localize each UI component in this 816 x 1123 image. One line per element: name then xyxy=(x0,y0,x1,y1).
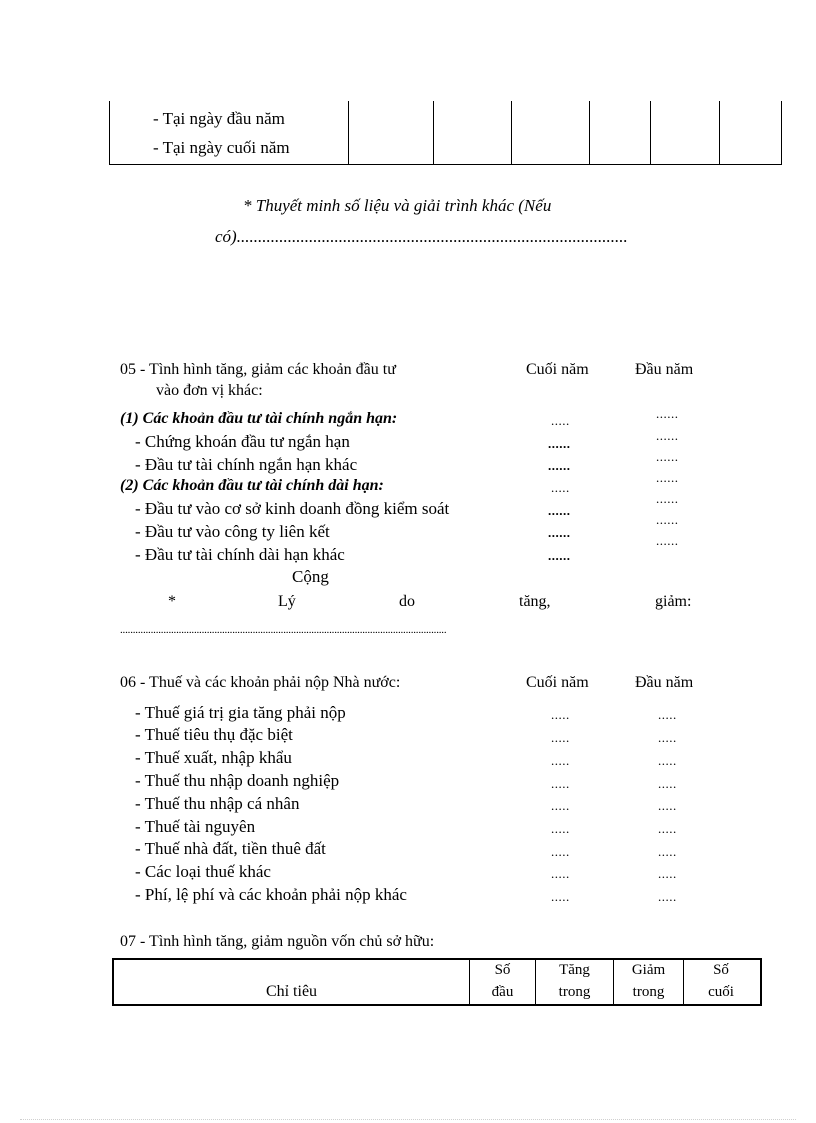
value-dots: ...... xyxy=(656,406,679,421)
section05-group-short-term: (1) Các khoản đầu tư tài chính ngắn hạn: xyxy=(120,410,398,427)
value-dots: ...... xyxy=(656,491,679,506)
value-dots: ...... xyxy=(548,436,571,451)
value-dots: ...... xyxy=(548,458,571,473)
value-dots: ..... xyxy=(658,889,677,904)
section06-col-end: Cuối năm xyxy=(526,674,589,691)
table-divider xyxy=(719,101,720,164)
value-dots: ..... xyxy=(551,776,570,791)
tax-item: - Thuế thu nhập cá nhân xyxy=(135,794,300,813)
section06-title: 06 - Thuế và các khoản phải nộp Nhà nước: xyxy=(120,674,401,691)
header-indicator: Chỉ tiêu xyxy=(265,983,318,1000)
value-dots: ...... xyxy=(548,503,571,518)
value-dots: ..... xyxy=(551,866,570,881)
equity-table xyxy=(112,958,762,1006)
header-closing-l2: cuối xyxy=(708,984,734,1000)
tax-item: - Phí, lệ phí và các khoản phải nộp khác xyxy=(135,885,407,904)
value-dots: ..... xyxy=(658,753,677,768)
value-dots: ..... xyxy=(658,821,677,836)
page-footer-rule xyxy=(20,1119,796,1120)
header-opening-l2: đầu xyxy=(491,984,514,1000)
value-dots: ..... xyxy=(658,707,677,722)
value-dots: ..... xyxy=(551,413,570,428)
value-dots: ..... xyxy=(658,776,677,791)
value-dots: ...... xyxy=(656,533,679,548)
section05-title: 05 - Tình hình tăng, giảm các khoản đầu tư xyxy=(120,361,396,378)
value-dots: ..... xyxy=(551,730,570,745)
value-dots: ..... xyxy=(551,798,570,813)
header-increase-l2: trong xyxy=(558,984,591,1000)
section05-total: Cộng xyxy=(292,567,329,586)
reason-word: Lý xyxy=(278,593,296,610)
header-decrease-l2: trong xyxy=(632,984,665,1000)
note-line-2: có)............................................................................................ xyxy=(215,227,628,246)
value-dots: ...... xyxy=(656,470,679,485)
table-divider xyxy=(511,101,512,164)
section05-col-end: Cuối năm xyxy=(526,361,589,378)
header-increase-l1: Tăng xyxy=(559,962,590,978)
section05-title-cont: vào đơn vị khác: xyxy=(156,382,263,399)
note-line-1: * Thuyết minh số liệu và giải trình khác (Nếu xyxy=(243,196,552,215)
value-dots: ...... xyxy=(656,512,679,527)
value-dots: ..... xyxy=(551,480,570,495)
section07-title: 07 - Tình hình tăng, giảm nguồn vốn chủ sở hữu: xyxy=(120,933,435,950)
value-dots: ..... xyxy=(551,707,570,722)
value-dots: ...... xyxy=(548,548,571,563)
value-dots: ..... xyxy=(658,844,677,859)
section05-item: - Đầu tư vào công ty liên kết xyxy=(135,522,330,541)
value-dots: ..... xyxy=(658,730,677,745)
reason-word: tăng, xyxy=(519,593,551,610)
reason-word: * xyxy=(168,593,176,610)
top-row-end-of-year: - Tại ngày cuối năm xyxy=(153,138,290,157)
value-dots: ..... xyxy=(658,798,677,813)
top-row-start-of-year: - Tại ngày đầu năm xyxy=(153,109,285,128)
tax-item: - Thuế tài nguyên xyxy=(135,817,256,836)
value-dots: ..... xyxy=(551,753,570,768)
tax-item: - Thuế tiêu thụ đặc biệt xyxy=(135,725,293,744)
tax-item: - Các loại thuế khác xyxy=(135,862,271,881)
value-dots: ...... xyxy=(656,449,679,464)
section05-item: - Đầu tư tài chính ngắn hạn khác xyxy=(135,455,358,474)
value-dots: ..... xyxy=(658,866,677,881)
table-divider xyxy=(650,101,651,164)
value-dots: ..... xyxy=(551,821,570,836)
value-dots: ..... xyxy=(551,889,570,904)
section05-col-start: Đầu năm xyxy=(635,361,694,378)
tax-item: - Thuế nhà đất, tiền thuê đất xyxy=(135,839,326,858)
section05-item: - Chứng khoán đầu tư ngắn hạn xyxy=(135,432,350,451)
header-opening-l1: Số xyxy=(494,962,511,978)
header-decrease-l1: Giảm xyxy=(631,962,666,978)
reason-dots: ................................................................................................................................ xyxy=(120,624,447,636)
section05-item: - Đầu tư vào cơ sở kinh doanh đồng kiểm soát xyxy=(135,499,450,518)
tax-item: - Thuế xuất, nhập khẩu xyxy=(135,748,292,767)
section05-group-long-term: (2) Các khoản đầu tư tài chính dài hạn: xyxy=(120,477,384,494)
section05-item: - Đầu tư tài chính dài hạn khác xyxy=(135,545,345,564)
value-dots: ..... xyxy=(551,844,570,859)
value-dots: ...... xyxy=(548,525,571,540)
section06-col-start: Đầu năm xyxy=(635,674,694,691)
table-divider xyxy=(589,101,590,164)
tax-item: - Thuế giá trị gia tăng phải nộp xyxy=(135,703,346,722)
reason-word: giảm: xyxy=(655,593,692,610)
table-divider xyxy=(348,101,349,164)
table-divider xyxy=(433,101,434,164)
reason-word: do xyxy=(399,593,415,610)
value-dots: ...... xyxy=(656,428,679,443)
header-closing-l1: Số xyxy=(713,962,729,978)
tax-item: - Thuế thu nhập doanh nghiệp xyxy=(135,771,340,790)
